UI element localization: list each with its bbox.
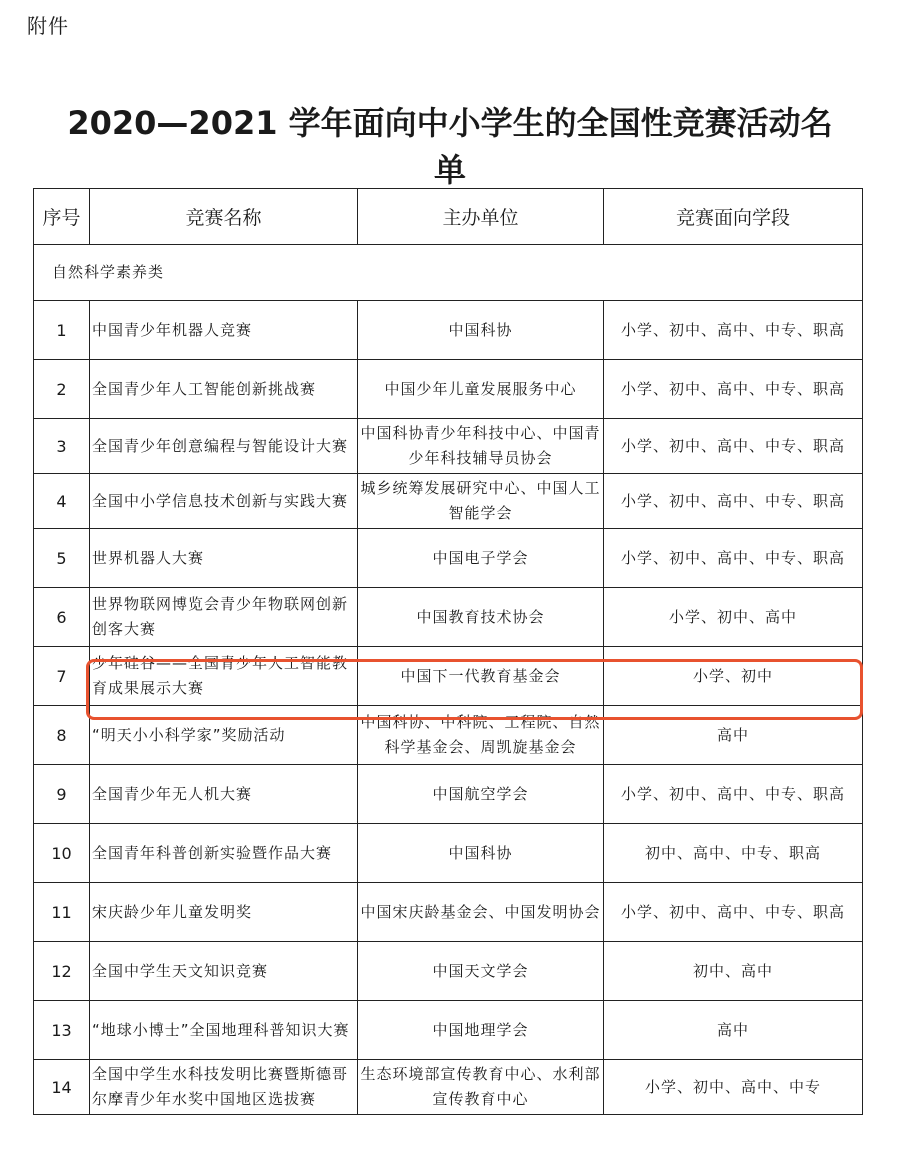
table-row [34,765,863,824]
organizer: 生态环境部宣传教育中心、水利部宣传教育中心 [358,1060,604,1115]
organizer: 中国科协、中科院、工程院、自然科学基金会、周凯旋基金会 [358,706,604,765]
organizer: 中国教育技术协会 [358,588,604,647]
stage: 小学、初中、高中、中专、职高 [604,301,863,360]
competition-table [33,188,863,1115]
stage: 小学、初中、高中、中专、职高 [604,765,863,824]
table-row [34,1060,863,1115]
stage: 小学、初中、高中、中专、职高 [604,419,863,474]
stage: 小学、初中、高中、中专 [604,1060,863,1115]
organizer: 中国地理学会 [358,1001,604,1060]
competition-name: 全国青少年创意编程与智能设计大赛 [90,419,358,474]
competition-name: 全国青少年人工智能创新挑战赛 [90,360,358,419]
document-title: 2020—2021 学年面向中小学生的全国性竞赛活动名单 [67,104,833,189]
header-stage: 竞赛面向学段 [604,189,863,245]
stage: 小学、初中、高中、中专、职高 [604,529,863,588]
stage: 高中 [604,1001,863,1060]
organizer: 中国少年儿童发展服务中心 [358,360,604,419]
table-row [34,1001,863,1060]
stage: 高中 [604,706,863,765]
competition-name: 少年硅谷——全国青少年人工智能教育成果展示大赛 [90,647,358,706]
row-number: 4 [34,474,90,529]
row-number: 14 [34,1060,90,1115]
header-competition-name: 竞赛名称 [90,189,358,245]
competition-name: “明天小小科学家”奖励活动 [90,706,358,765]
stage: 小学、初中、高中、中专、职高 [604,474,863,529]
category-label: 自然科学素养类 [34,245,863,301]
stage: 初中、高中 [604,942,863,1001]
stage: 小学、初中、高中、中专、职高 [604,360,863,419]
row-number: 6 [34,588,90,647]
stage: 小学、初中、高中 [604,588,863,647]
table-row [34,529,863,588]
stage: 小学、初中 [604,647,863,706]
row-number: 11 [34,883,90,942]
competition-name: 世界物联网博览会青少年物联网创新创客大赛 [90,588,358,647]
organizer: 中国航空学会 [358,765,604,824]
table-row [34,942,863,1001]
competition-name: 全国青年科普创新实验暨作品大赛 [90,824,358,883]
row-number: 2 [34,360,90,419]
header-number: 序号 [34,189,90,245]
row-number: 3 [34,419,90,474]
organizer: 中国天文学会 [358,942,604,1001]
competition-name: 全国中学生水科技发明比赛暨斯德哥尔摩青少年水奖中国地区选拔赛 [90,1060,358,1115]
competition-name: 全国中学生天文知识竞赛 [90,942,358,1001]
competition-name: “地球小博士”全国地理科普知识大赛 [90,1001,358,1060]
competition-name: 全国青少年无人机大赛 [90,765,358,824]
header-organizer: 主办单位 [358,189,604,245]
organizer: 中国宋庆龄基金会、中国发明协会 [358,883,604,942]
table-row [34,588,863,647]
stage: 小学、初中、高中、中专、职高 [604,883,863,942]
organizer: 中国电子学会 [358,529,604,588]
table-row [34,474,863,529]
table-row [34,883,863,942]
competition-name: 中国青少年机器人竞赛 [90,301,358,360]
table-row [34,706,863,765]
row-number: 9 [34,765,90,824]
table-row [34,419,863,474]
competition-name: 宋庆龄少年儿童发明奖 [90,883,358,942]
row-number: 10 [34,824,90,883]
stage: 初中、高中、中专、职高 [604,824,863,883]
table-header-row [34,189,863,245]
row-number: 8 [34,706,90,765]
row-number: 1 [34,301,90,360]
table-row [34,301,863,360]
category-row [34,245,863,301]
attachment-label: 附件 [27,14,69,38]
row-number: 5 [34,529,90,588]
organizer: 中国科协 [358,824,604,883]
row-number: 13 [34,1001,90,1060]
table-row [34,360,863,419]
table-row [34,824,863,883]
competition-name: 全国中小学信息技术创新与实践大赛 [90,474,358,529]
row-number: 12 [34,942,90,1001]
competition-name: 世界机器人大赛 [90,529,358,588]
row-number: 7 [34,647,90,706]
organizer: 中国下一代教育基金会 [358,647,604,706]
table-row-highlighted [34,647,863,706]
organizer: 城乡统筹发展研究中心、中国人工智能学会 [358,474,604,529]
organizer: 中国科协 [358,301,604,360]
organizer: 中国科协青少年科技中心、中国青少年科技辅导员协会 [358,419,604,474]
